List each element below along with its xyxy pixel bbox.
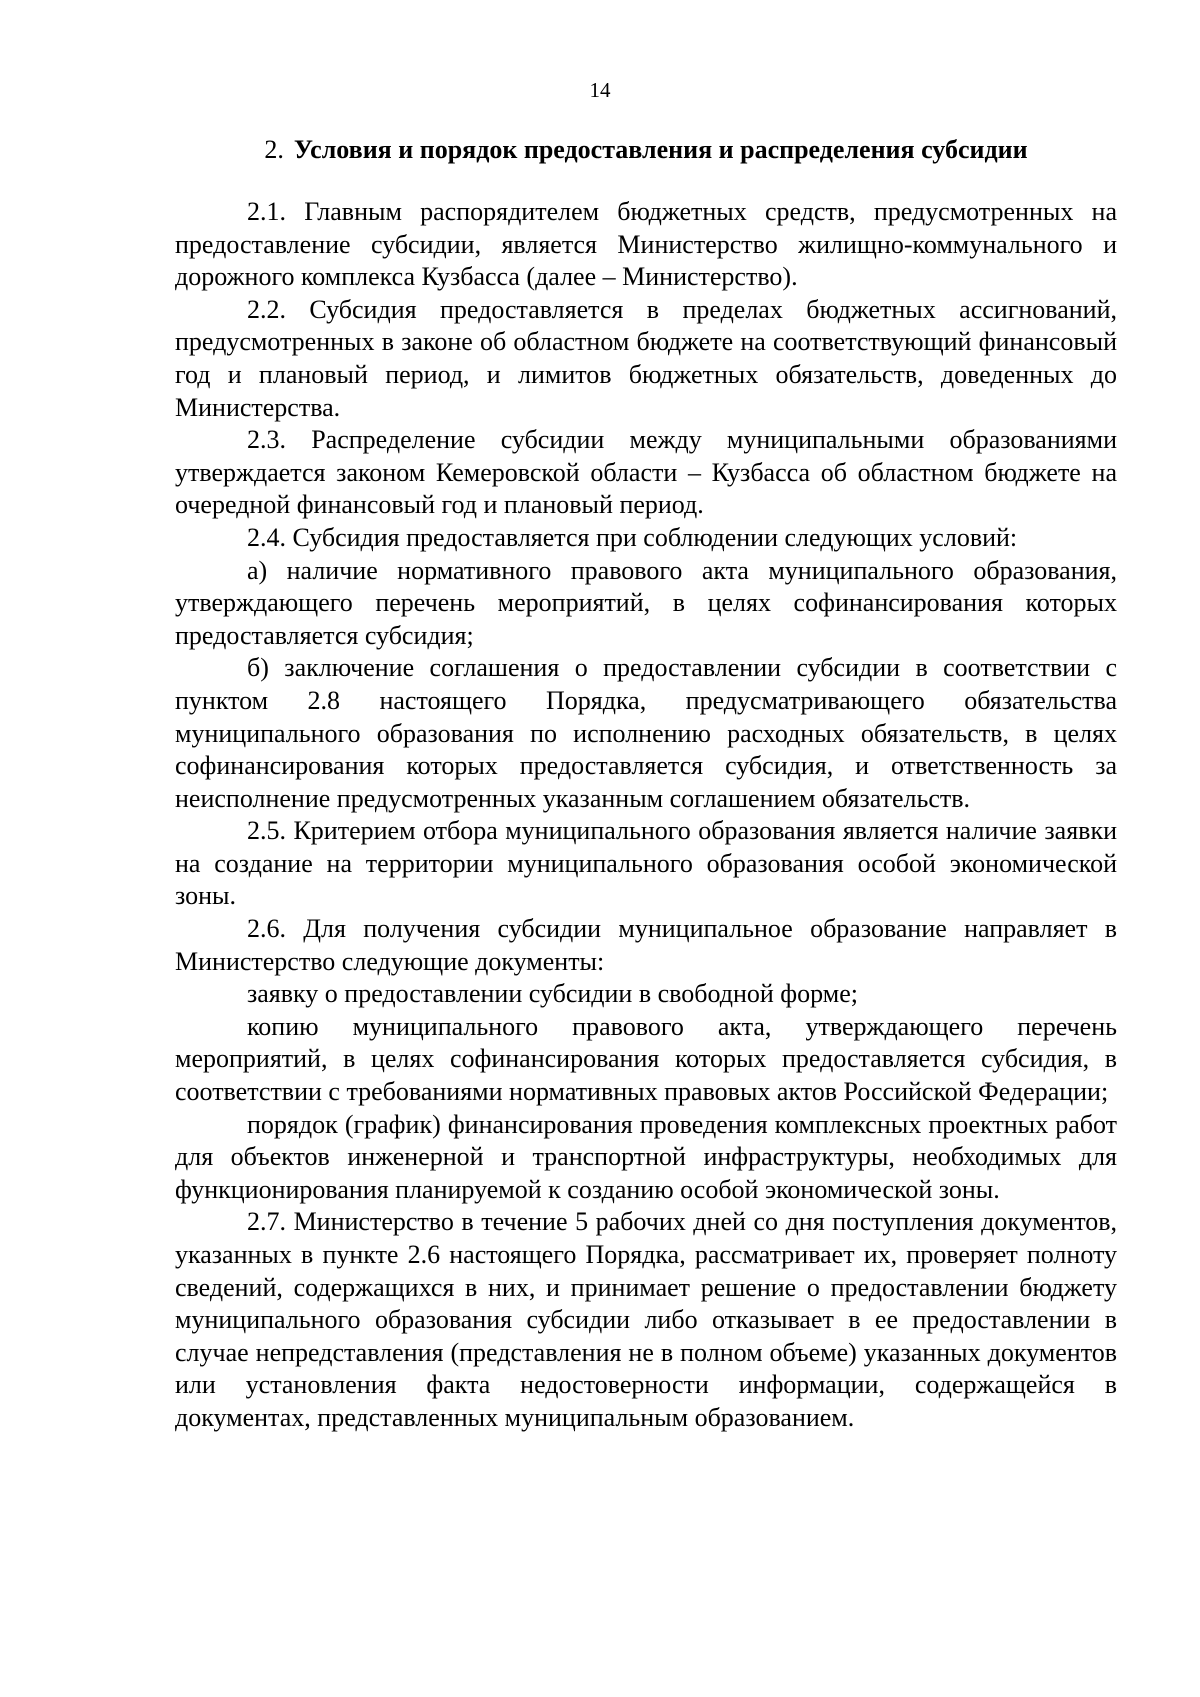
paragraph-2-6: 2.6. Для получения субсидии муниципальное образование направляет в Министерство следующие документы: <box>175 914 1117 976</box>
section-number: 2. <box>264 135 284 164</box>
paragraph-2-1: 2.1. Главным распорядителем бюджетных средств, предусмотренных на предоставление субсидии, является Министерство жилищно-коммунального и дорожного комплекса Кузбасса (далее – Министерство). <box>175 197 1117 292</box>
paragraph-2-4-a: а) наличие нормативного правового акта муниципального образования, утверждающего перечень мероприятий, в целях софинансирования которых предоставляется субсидия; <box>175 555 1117 650</box>
paragraph-2-3: 2.3. Распределение субсидии между муниципальными образованиями утверждается законом Кемеровской области – Кузбасса об областном бюджете на очередной финансовый год и плановый период. <box>175 425 1117 520</box>
section-title: Условия и порядок предоставления и распределения субсидии <box>293 135 1028 164</box>
paragraph-2-4-b: б) заключение соглашения о предоставлении субсидии в соответствии с пунктом 2.8 настоящего Порядка, предусматривающего обязательства муниципального образования по исполнению расходных обязательств, в целях софинансирования которых предоставляется субсидия, и ответственность за неисполнение предусмотренных указанным соглашением обязательств. <box>175 653 1117 813</box>
paragraph-2-7: 2.7. Министерство в течение 5 рабочих дней со дня поступления документов, указанных в пункте 2.6 настоящего Порядка, рассматривает их, проверяет полноту сведений, содержащихся в них, и принимает решение о предоставлении бюджету муниципального образования субсидии либо отказывает в ее предоставлении в случае непредставления (представления не в полном объеме) указанных документов или установления факта недостоверности информации, содержащейся в документах, представленных муниципальным образованием. <box>175 1207 1117 1432</box>
document-body <box>175 196 1117 1435</box>
paragraph-2-6-item-legal-act: копию муниципального правового акта, утверждающего перечень мероприятий, в целях софинансирования которых предоставляется субсидия, в соответствии с требованиями нормативных правовых актов Российской Федерации; <box>175 1011 1117 1107</box>
page-number: 14 <box>589 78 611 102</box>
paragraph-2-6-item-application: заявку о предоставлении субсидии в свободной форме; <box>247 979 858 1009</box>
paragraph-2-6-item-schedule: порядок (график) финансирования проведения комплексных проектных работ для объектов инженерной и транспортной инфраструктуры, необходимых для функционирования планируемой к созданию особой экономической зоны. <box>175 1109 1117 1204</box>
paragraph-2-2: 2.2. Субсидия предоставляется в пределах бюджетных ассигнований, предусмотренных в законе об областном бюджете на соответствующий финансовый год и плановый период, и лимитов бюджетных обязательств, доведенных до Министерства. <box>175 294 1117 422</box>
paragraph-2-4: 2.4. Субсидия предоставляется при соблюдении следующих условий: <box>247 522 1018 552</box>
section-heading <box>175 134 1117 166</box>
paragraph-2-5: 2.5. Критерием отбора муниципального образования является наличие заявки на создание на территории муниципального образования особой экономической зоны. <box>175 816 1117 911</box>
